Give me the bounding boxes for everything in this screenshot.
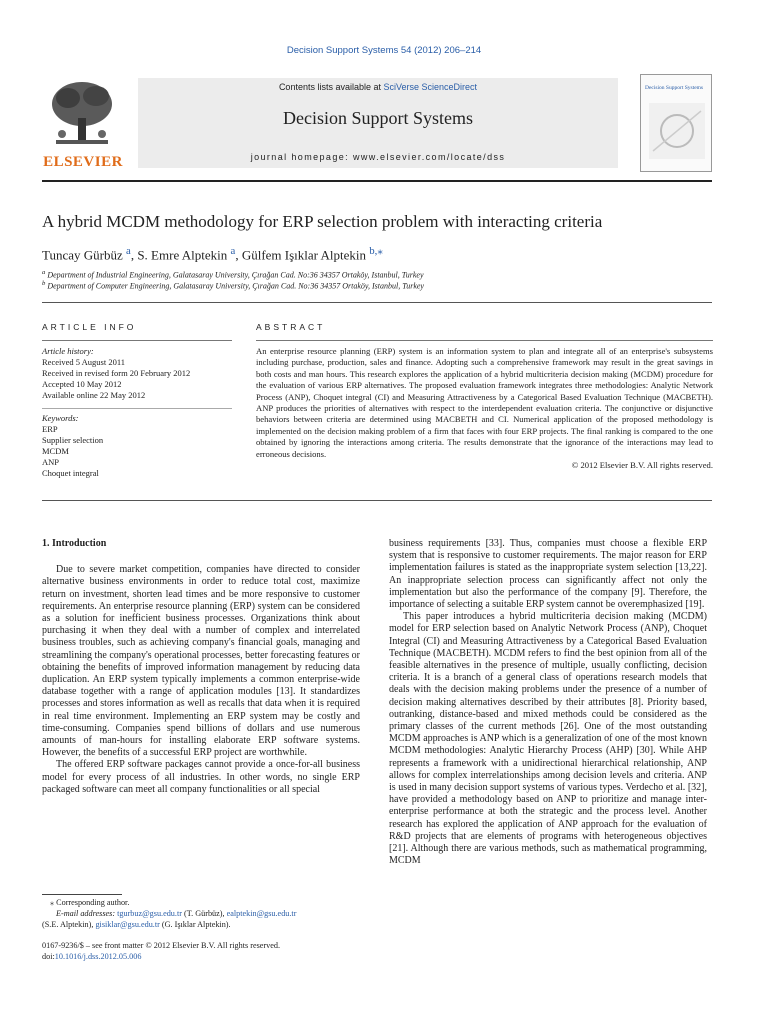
issn-line: 0167-9236/$ – see front matter © 2012 Elsevier B.V. All rights reserved. — [42, 941, 281, 950]
doi-prefix: doi: — [42, 952, 55, 961]
keywords-label: Keywords: — [42, 413, 79, 423]
affiliation-marker[interactable]: a — [126, 245, 131, 257]
elsevier-wordmark: ELSEVIER — [43, 154, 123, 170]
affiliation — [42, 269, 424, 280]
email-link[interactable]: gisiklar@gsu.edu.tr — [95, 920, 160, 929]
footnote-rule — [42, 894, 122, 895]
journal-name: Decision Support Systems — [282, 108, 473, 128]
abstract-text: An enterprise resource planning (ERP) system is an information system to plan and integrate all of an enterprise's subsystems including purchase, production, sales and finance. Adopting such a comprehensive framework may result in the great savings in both costs and man hours. This research explores the application of a hybrid multicriteria decision making (MCDM) procedure for the evaluation of various ERP alternatives. The proposed evaluation framework integrates three methodologies: Analytic Network Process (ANP), Choquet integral (CI) and Measuring Attractiveness by a Categorical Based Evaluation Technique (MACBETH). ANP produces the priorities of alternatives with respect to the interdependent evaluation criteria. The conjunctive or disjunctive behaviors between criteria are determined using MACBETH and CI. Numerical application of the proposed methodology is implemented on the decision making problem of a firm that faces with four ERP projects. The final ranking is compared to the one obtained by ignoring the interactions among criteria. The results demonstrate that the ignorance of the interactions may lead to erroneous decisions. — [256, 346, 713, 459]
contents-line — [138, 82, 618, 92]
tree-icon — [46, 78, 118, 150]
article-info — [42, 346, 232, 479]
author-list: Tuncay Gürbüz $^a$, S. Emre Alptekin $^a$, Gülfem Işıklar Alptekin $^{b,⁎}$ — [42, 245, 383, 263]
keyword: ANP — [42, 457, 60, 467]
masthead — [42, 72, 712, 177]
doi-line — [42, 951, 280, 962]
cover-title: Decision Support Systems — [645, 85, 704, 91]
history-item: Accepted 10 May 2012 — [42, 379, 122, 389]
footnotes — [42, 894, 360, 930]
article-info-heading: ARTICLE INFO — [42, 322, 137, 332]
abstract — [256, 346, 713, 471]
contents-prefix: Contents lists available at — [278, 82, 384, 92]
journal-reference[interactable]: Decision Support Systems 54 (2012) 206–214 — [286, 45, 482, 56]
author-name: S. Emre Alptekin — [137, 247, 228, 263]
corresponding-author-note: ⁎ Corresponding author. — [50, 898, 130, 907]
affiliation-sup: b — [42, 280, 46, 287]
affiliation-marker[interactable]: b,⁎ — [369, 245, 383, 257]
affiliation-text: Department of Computer Engineering, Galatasaray University, Çırağan Cad. No:36 34357 Ortaköy, Istanbul, Turkey — [47, 281, 424, 291]
abstract-bottom-rule — [42, 500, 712, 501]
issn-block — [42, 940, 280, 962]
left-column — [42, 538, 360, 796]
info-rule — [42, 340, 232, 341]
abstract-rule — [256, 340, 713, 341]
history-item: Received in revised form 20 February 2012 — [42, 368, 191, 378]
history-item: Available online 22 May 2012 — [42, 390, 146, 400]
keyword: Choquet integral — [42, 468, 99, 478]
email-link[interactable]: tgurbuz@gsu.edu.tr — [117, 909, 182, 918]
keyword: Supplier selection — [42, 435, 104, 445]
paragraph: The offered ERP software packages cannot provide a once-for-all business model for every process of all industries. In other words, no single ERP packaged software can meet all company functionalities or all special — [42, 759, 360, 795]
history-label: Article history: — [42, 346, 94, 356]
doi-link[interactable]: 10.1016/j.dss.2012.05.006 — [54, 952, 142, 961]
keyword: ERP — [42, 424, 58, 434]
masthead-rule — [42, 180, 712, 182]
right-column — [389, 538, 707, 867]
keyword: MCDM — [42, 446, 69, 456]
paragraph: Due to severe market competition, companies have directed to consider alternative business environments in order to reduce total cost, maximize return on investment, shorten lead times and be more responsive to customer requirements. An enterprise resource planning (ERP) system can be considered as a solution for inefficient business processes. Organizations think about purchasing it when they deal with a number of complex and interrelated business troubles, such as achieving company's financial goals, managing and streamlining the company's operational processes, better forecasting features or obtaining the benefits of improved information management by reducing data duplication. An ERP system typically implements a common enterprise-wide database together with a range of application modules [13]. It standardizes processes and stores information as well as recalls that data when it is required in real time environment. Implementing an ERP system may be costly and time-consuming. Companies spend billions of dollars and use numerous amounts of man-hours for installing elaborate ERP software systems. However, the benefits of a successful ERP project are worthwhile. — [42, 564, 360, 759]
email-line — [42, 919, 360, 930]
author-name: Tuncay Gürbüz — [42, 247, 123, 263]
affiliation-sup: a — [42, 269, 46, 276]
email-line — [42, 908, 360, 919]
info-divider — [42, 408, 232, 409]
author-name: Gülfem Işıklar Alptekin — [241, 247, 367, 263]
journal-banner — [138, 78, 618, 168]
email-label: E-mail addresses: — [56, 909, 116, 918]
paper-title: A hybrid MCDM methodology for ERP selection problem with interacting criteria — [42, 212, 603, 231]
paragraph: This paper introduces a hybrid multicriteria decision making (MCDM) model for ERP selection based on Analytic Network Process (ANP), Choquet Integral (CI) and Measuring Attractiveness by a Categorical Based Evaluation Technique (MACBETH). MCDM refers to find the best opinion from all of the feasible alternatives in the presence of multiple, usually conflicting, decision criteria. It is a branch of a general class of operations research models that deals with the decision making problems under the presence of a number of decision making alternatives described by their attributes [8]. Priority based, outranking, distance-based and mixed methods could be considered as the primary classes of the current methods [26]. One of the most outstanding MCDM approaches is ANP which is a generalization of one of the most known MCDM methodologies: Analytic Hierarchy Process (AHP) [30]. While AHP represents a framework with a unidirectional hierarchical relationship, ANP allows for complex interrelationships among decision levels and criteria. ANP is used in many decision support systems of various types. Verdecho et al. [32], have provided a methodology based on ANP to prioritize and manage inter-enterprise performance at both the strategic and the process level. Another research has explored the application of ANP approach for the evaluation of R&D projects that are elements of programs with heterogeneous objectives [21]. Although there are various methods, such as mathematical programming, MCDM — [389, 611, 707, 867]
elsevier-logo[interactable] — [42, 78, 124, 172]
section-heading-introduction: 1. Introduction — [42, 538, 107, 549]
paragraph: business requirements [33]. Thus, companies must choose a flexible ERP system that is responsive to customer requirements. The major reason for ERP implementation failures is stated as the inappropriate system selection [13,22]. An inappropriate selection process can significantly affect not only the implementation but also the performance of the company [9]. Therefore, the importance of selecting a suitable ERP system cannot be overemphasized [19]. — [389, 538, 707, 611]
journal-homepage[interactable]: journal homepage: www.elsevier.com/locate/dss — [250, 152, 506, 162]
email-link[interactable]: ealptekin@gsu.edu.tr — [226, 909, 297, 918]
history-item: Received 5 August 2011 — [42, 357, 126, 367]
email-owner: (T. Gürbüz), — [184, 909, 225, 918]
affiliation-rule — [42, 302, 712, 303]
journal-cover-thumbnail[interactable] — [640, 74, 712, 172]
affiliation-marker[interactable]: a — [230, 245, 236, 257]
abstract-heading: ABSTRACT — [256, 322, 326, 332]
email-owner: (G. Işıklar Alptekin). — [161, 920, 231, 929]
affiliation — [42, 280, 424, 291]
sciencedirect-link[interactable]: SciVerse ScienceDirect — [383, 82, 478, 92]
email-owner: (S.E. Alptekin), — [42, 920, 94, 929]
copyright: © 2012 Elsevier B.V. All rights reserved. — [571, 460, 713, 471]
affiliation-text: Department of Industrial Engineering, Galatasaray University, Çırağan Cad. No:36 34357 Ortaköy, Istanbul, Turkey — [47, 270, 424, 280]
cover-image-icon — [649, 103, 705, 159]
